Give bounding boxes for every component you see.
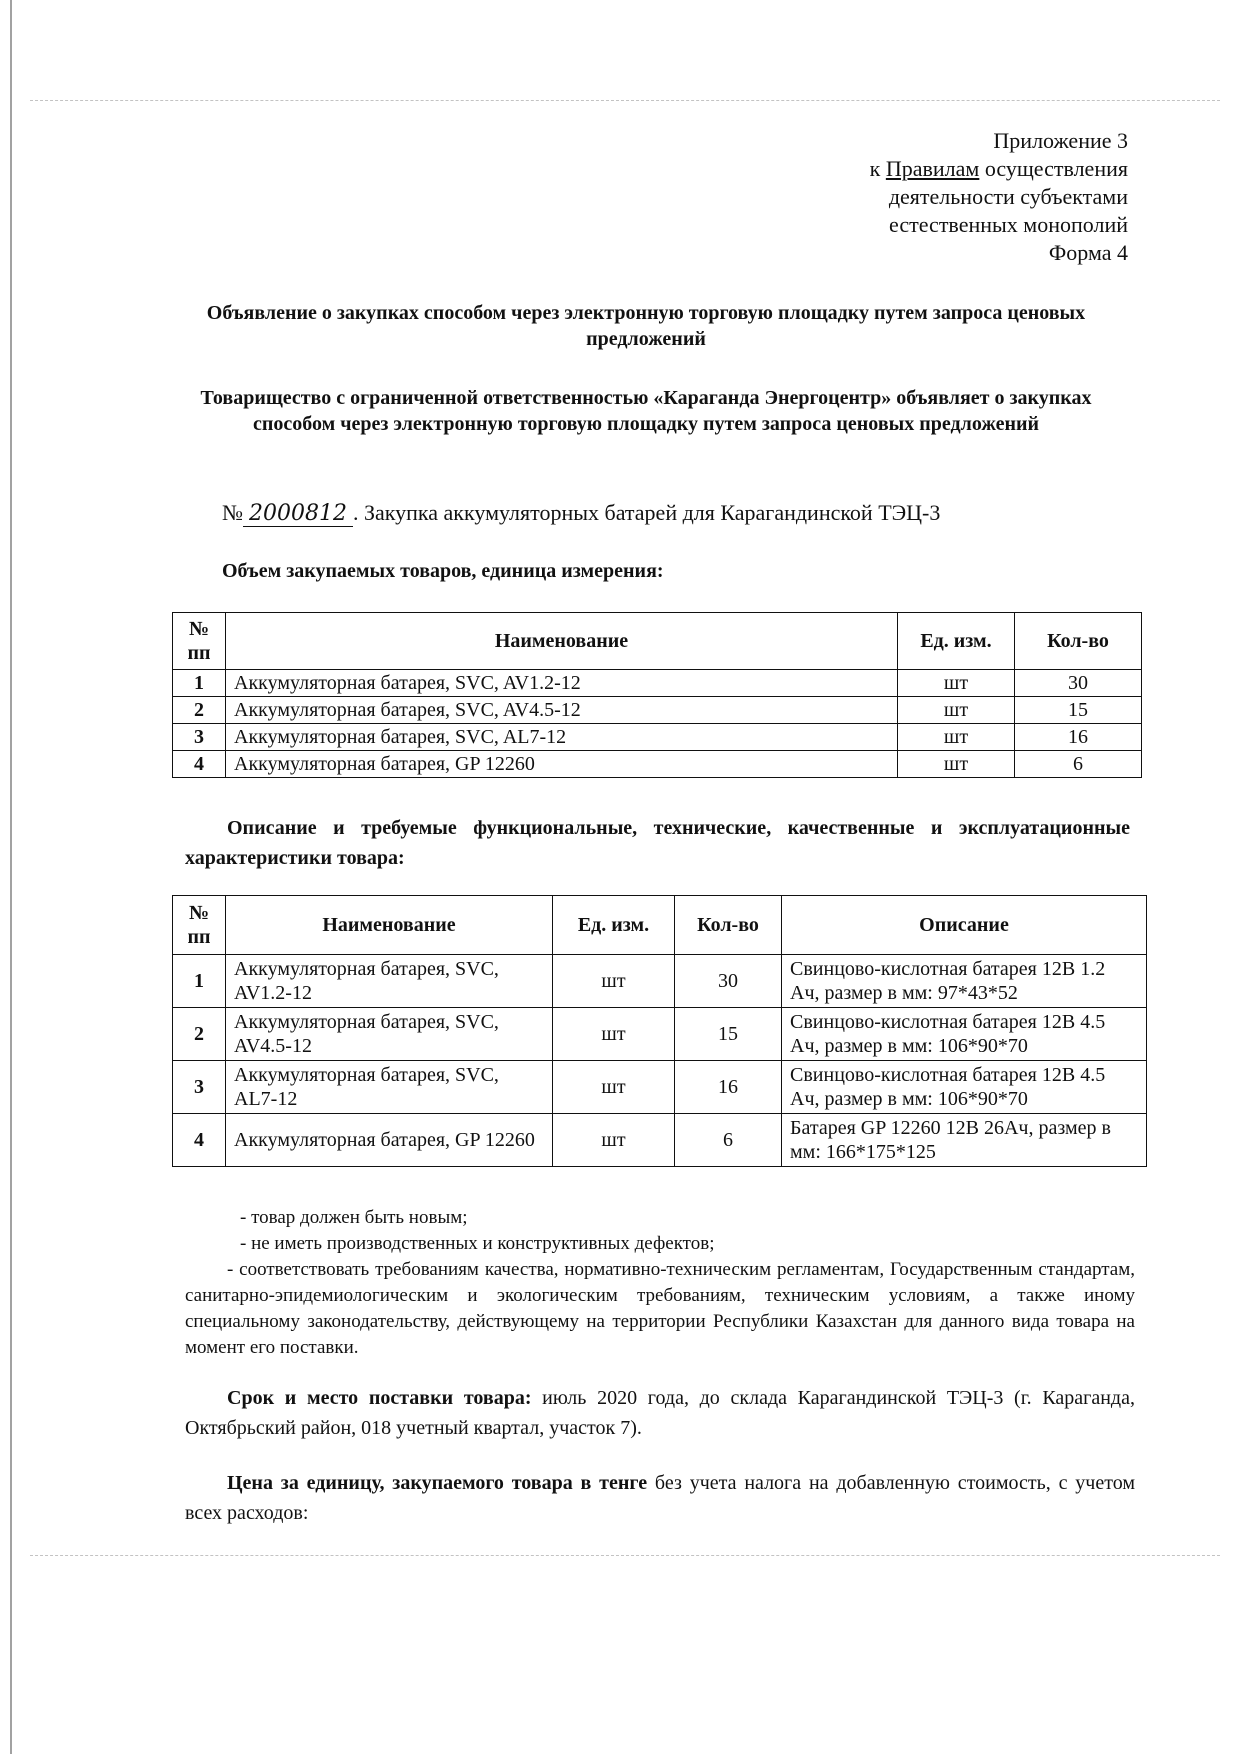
procurement-line [222, 500, 940, 526]
row-name: Аккумуляторная батарея, SVC, AV1.2-12 [226, 955, 553, 1008]
row-qty: 15 [1015, 697, 1142, 724]
rules-link[interactable]: Правилам [885, 156, 980, 181]
table-row [173, 751, 1142, 778]
delivery-text: июль 2020 года, до склада Карагандинской ТЭЦ-3 (г. Караганда, Октябрьский район, 018 учетный квартал, участок 7). [185, 1387, 1135, 1439]
row-unit: шт [553, 1061, 675, 1114]
row-qty: 6 [675, 1114, 782, 1167]
appendix-line1: Приложение 3 [993, 128, 1128, 153]
row-name: Аккумуляторная батарея, GP 12260 [226, 751, 898, 778]
price-label: Цена за единицу, закупаемого товара в тенге [227, 1472, 648, 1494]
appendix-line2-prefix: к [869, 156, 886, 181]
company-announcement: Товарищество с ограниченной ответственностью «Караганда Энергоцентр» объявляет о закупках способом через электронную торговую площадку путем запроса ценовых предложений [200, 387, 1092, 435]
row-num: 1 [173, 670, 226, 697]
col-unit: Ед. изм. [553, 896, 675, 955]
scan-edge [10, 0, 12, 1754]
price-text: без учета налога на добавленную стоимость, с учетом всех расходов: [185, 1472, 1135, 1524]
requirements-list [185, 1205, 1135, 1361]
appendix-line2-suffix: осуществления [979, 156, 1128, 181]
row-qty: 6 [1015, 751, 1142, 778]
row-qty: 30 [675, 955, 782, 1008]
row-unit: шт [553, 1008, 675, 1061]
delivery-label: Срок и место поставки товара: [227, 1387, 532, 1409]
row-qty: 15 [675, 1008, 782, 1061]
row-unit: шт [898, 697, 1015, 724]
col-qty: Кол-во [1015, 613, 1142, 670]
row-num: 1 [173, 955, 226, 1008]
row-unit: шт [553, 955, 675, 1008]
row-desc: Свинцово-кислотная батарея 12В 4.5 Ач, размер в мм: 106*90*70 [782, 1061, 1147, 1114]
appendix-line2 [870, 155, 1128, 183]
description-heading: Описание и требуемые функциональные, технические, качественные и эксплуатационные характеристики товара: [185, 817, 1130, 869]
requirement-compliance: - соответствовать требованиям качества, нормативно-техническим регламентам, Государственным стандартам, санитарно-эпидемиологическим и экологическим требованиям, техническим условиям, а также иному специальному законодательству, действующему на территории Республики Казахстан для данного вида товара на момент его поставки. [185, 1259, 1135, 1358]
row-name: Аккумуляторная батарея, SVC, AV4.5-12 [226, 1008, 553, 1061]
appendix-line4: естественных монополий [889, 212, 1128, 237]
appendix-form: Форма 4 [1048, 240, 1128, 265]
requirement-new: - товар должен быть новым; [240, 1207, 468, 1228]
procurement-number: 2000812 [243, 501, 353, 527]
row-unit: шт [898, 751, 1015, 778]
row-num: 3 [173, 724, 226, 751]
table-row [173, 1061, 1147, 1114]
col-desc: Описание [782, 896, 1147, 955]
row-unit: шт [898, 670, 1015, 697]
appendix-line3: деятельности субъектами [888, 184, 1128, 209]
row-num: 2 [173, 697, 226, 724]
col-qty: Кол-во [675, 896, 782, 955]
row-qty: 30 [1015, 670, 1142, 697]
row-desc: Свинцово-кислотная батарея 12В 1.2 Ач, размер в мм: 97*43*52 [782, 955, 1147, 1008]
table-header-row [173, 613, 1142, 670]
row-num: 4 [173, 1114, 226, 1167]
table-row [173, 724, 1142, 751]
appendix-block [870, 127, 1128, 267]
delivery-paragraph [185, 1383, 1135, 1443]
row-name: Аккумуляторная батарея, GP 12260 [226, 1114, 553, 1167]
table-header-row [173, 896, 1147, 955]
table-row [173, 697, 1142, 724]
description-table [172, 895, 1147, 1167]
col-name: Наименование [226, 896, 553, 955]
col-unit: Ед. изм. [898, 613, 1015, 670]
scan-dash-bottom [30, 1555, 1220, 1556]
price-paragraph [185, 1468, 1135, 1528]
table-row [173, 955, 1147, 1008]
table-row [173, 1114, 1147, 1167]
row-desc: Свинцово-кислотная батарея 12В 4.5 Ач, размер в мм: 106*90*70 [782, 1008, 1147, 1061]
document-title: Объявление о закупках способом через электронную торговую площадку путем запроса ценовых предложений [206, 302, 1086, 350]
volume-heading: Объем закупаемых товаров, единица измерения: [222, 560, 664, 582]
requirement-no-defects: - не иметь производственных и конструктивных дефектов; [240, 1233, 715, 1254]
row-name: Аккумуляторная батарея, SVC, AL7-12 [226, 1061, 553, 1114]
procurement-title: . Закупка аккумуляторных батарей для Карагандинской ТЭЦ-3 [352, 500, 941, 525]
row-qty: 16 [1015, 724, 1142, 751]
row-num: 2 [173, 1008, 226, 1061]
table-row [173, 1008, 1147, 1061]
volume-table [172, 612, 1142, 778]
row-unit: шт [898, 724, 1015, 751]
row-unit: шт [553, 1114, 675, 1167]
row-name: Аккумуляторная батарея, SVC, AL7-12 [226, 724, 898, 751]
scan-dash-top [30, 100, 1220, 101]
row-name: Аккумуляторная батарея, SVC, AV1.2-12 [226, 670, 898, 697]
row-desc: Батарея GP 12260 12В 26Ач, размер в мм: 166*175*125 [782, 1114, 1147, 1167]
row-name: Аккумуляторная батарея, SVC, AV4.5-12 [226, 697, 898, 724]
row-qty: 16 [675, 1061, 782, 1114]
row-num: 3 [173, 1061, 226, 1114]
row-num: 4 [173, 751, 226, 778]
table-row [173, 670, 1142, 697]
col-num: № пп [173, 613, 226, 670]
number-prefix: № [222, 500, 243, 525]
col-num: № пп [173, 896, 226, 955]
col-name: Наименование [226, 613, 898, 670]
